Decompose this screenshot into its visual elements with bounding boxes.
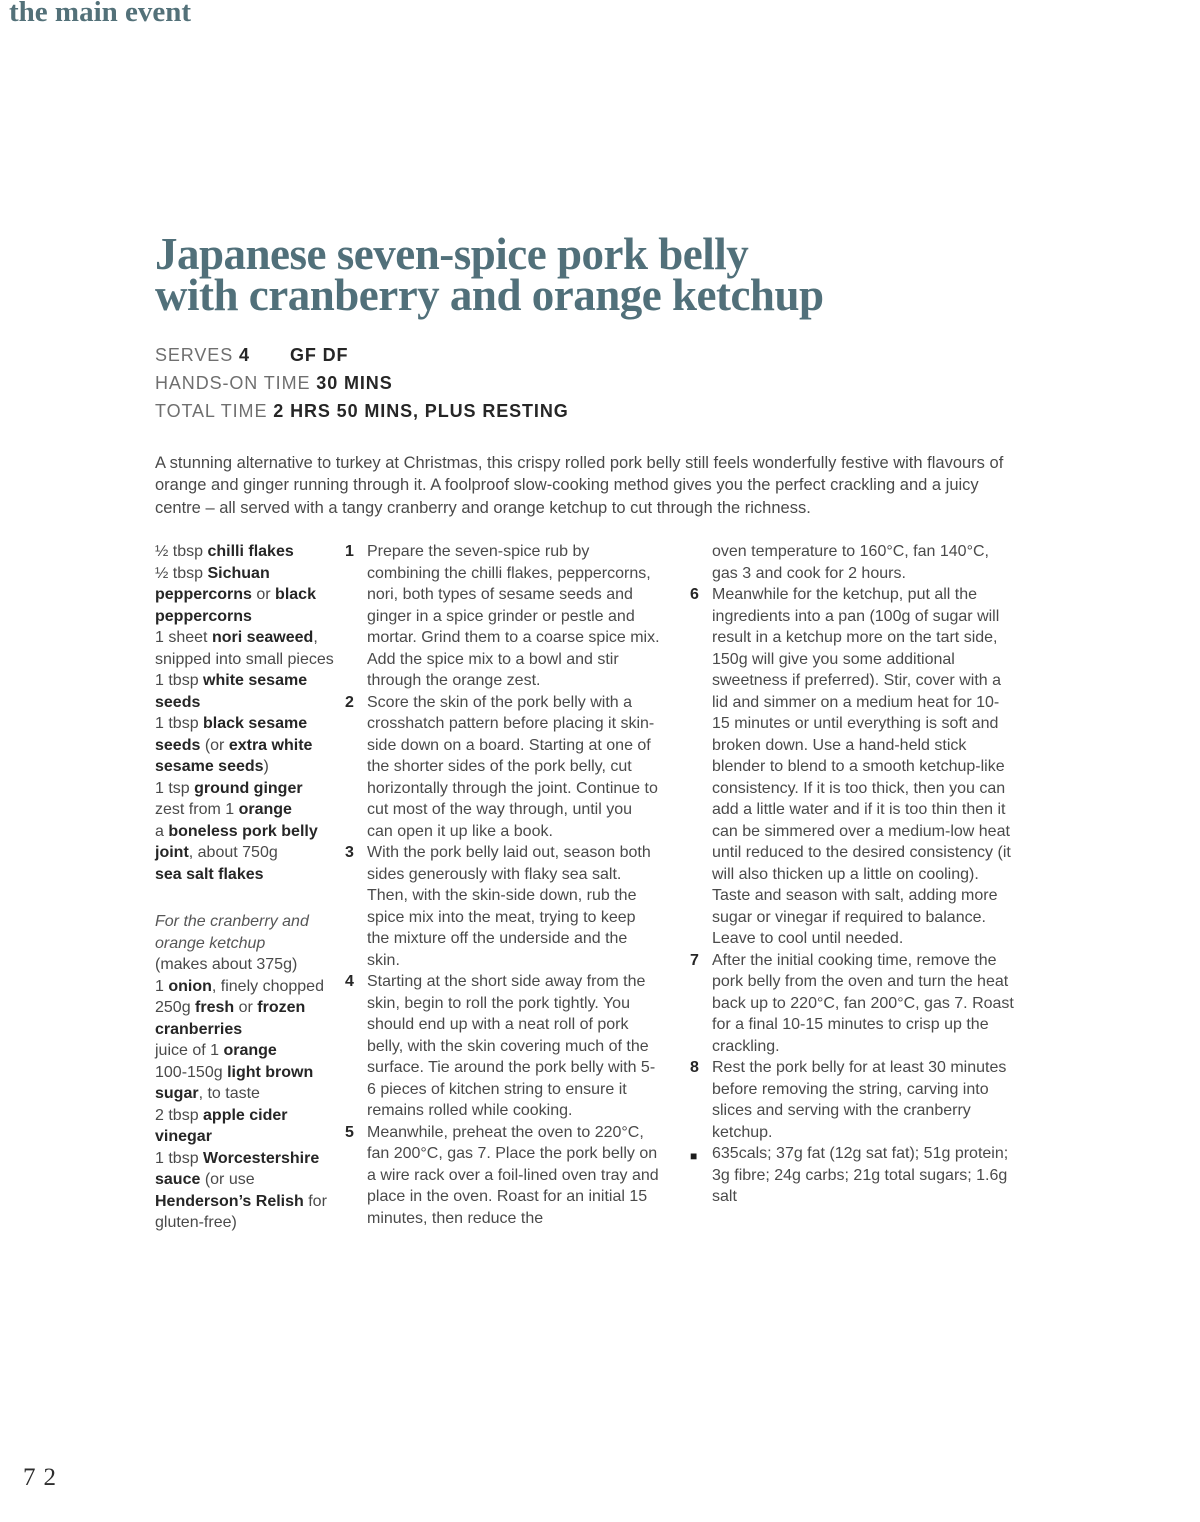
ingredients-subnote: (makes about 375g) bbox=[155, 956, 298, 974]
step-text: Rest the pork belly for at least 30 minutes before removing the string, carving into slices and serving with the cranberry ketchup. bbox=[712, 1059, 1007, 1141]
step-number: 1 bbox=[345, 543, 354, 561]
ingredient-line: a boneless pork belly joint, about 750g bbox=[155, 822, 318, 862]
nutrition-square-icon: ■ bbox=[690, 1149, 698, 1164]
step-text: Prepare the seven-spice rub by combining the chilli flakes, peppercorns, nori, both types of sesame seeds and ginger in a spice grinder or pestle and mortar. Grind them to a coarse spice mix. Add the spice mix to a bowl and stir through the orange zest. bbox=[367, 543, 660, 690]
recipe-page-content bbox=[155, 0, 1025, 1234]
step-text: Meanwhile for the ketchup, put all the ingredients into a pan (100g of sugar will result in a ketchup more on the tart side, 150g will give you some additional sweetness if preferred). Stir, cover with a lid and simmer on a medium heat for 10-15 minutes or until everything is soft and broken down. Use a hand-held stick blender to blend to a smooth ketchup-like consistency. If it is too thick, then you can add a little water and if it is too thin then it can be simmered over a medium-low heat until reduced to the desired consistency (it will also thicken up a little on cooling). Taste and season with salt, adding more sugar or vinegar if required to balance. Leave to cool until needed. bbox=[712, 586, 1011, 948]
method-step bbox=[345, 1122, 660, 1230]
diet-badges: GF DF bbox=[289, 344, 349, 365]
total-time-label: TOTAL TIME bbox=[155, 400, 268, 421]
ingredient-line: ½ tbsp chilli flakes bbox=[155, 543, 294, 561]
method-column-2 bbox=[690, 541, 1025, 1208]
ingredients-list-main bbox=[155, 541, 339, 885]
step-text: After the initial cooking time, remove the pork belly from the oven and turn the heat back up to 220°C, fan 200°C, gas 7. Roast for a final 10-15 minutes to crisp up the crackling. bbox=[712, 951, 1014, 1055]
method-step bbox=[345, 692, 660, 843]
serves-label: SERVES bbox=[155, 344, 234, 365]
meta-hands-on-time bbox=[155, 369, 1025, 397]
meta-total-time bbox=[155, 397, 1025, 425]
step-number: 2 bbox=[345, 693, 354, 711]
hands-on-time-label: HANDS-ON TIME bbox=[155, 372, 311, 393]
recipe-columns bbox=[155, 541, 1025, 1234]
ingredient-line: 1 onion, finely chopped bbox=[155, 977, 324, 995]
serves-value: 4 bbox=[239, 344, 250, 365]
step-number: 7 bbox=[690, 951, 699, 969]
ingredient-line: 100-150g light brown sugar, to taste bbox=[155, 1063, 314, 1103]
recipe-meta bbox=[155, 341, 1025, 425]
section-label: the main event bbox=[9, 0, 192, 28]
hands-on-time-value: 30 MINS bbox=[316, 372, 393, 393]
method-step bbox=[690, 950, 1015, 1058]
ingredient-line: ½ tbsp Sichuan peppercorns or black peppercorns bbox=[155, 564, 316, 625]
step-text: oven temperature to 160°C, fan 140°C, gas 3 and cook for 2 hours. bbox=[712, 543, 989, 582]
ingredient-line: 1 sheet nori seaweed, snipped into small pieces bbox=[155, 629, 334, 668]
ingredient-line: 1 tsp ground ginger bbox=[155, 779, 303, 797]
step-number: 4 bbox=[345, 973, 354, 991]
total-time-value: 2 HRS 50 MINS, PLUS RESTING bbox=[273, 400, 569, 421]
nutrition-line bbox=[690, 1143, 1015, 1208]
method-step-continuation bbox=[690, 541, 1015, 584]
ingredient-line: 1 tbsp Worcestershire sauce (or use Henderson’s Relish for gluten-free) bbox=[155, 1149, 327, 1232]
ingredient-line: 1 tbsp black sesame seeds (or extra white sesame seeds) bbox=[155, 715, 313, 776]
step-text: Meanwhile, preheat the oven to 220°C, fan 200°C, gas 7. Place the pork belly on a wire rack over a foil-lined oven tray and place in the oven. Roast for an initial 15 minutes, then reduce the bbox=[367, 1123, 659, 1227]
ingredients-subheading: For the cranberry and orange ketchup bbox=[155, 913, 309, 952]
step-text: With the pork belly laid out, season both sides generously with flaky sea salt. Then, with the skin-side down, rub the spice mix into the meat, trying to keep the mixture off the underside and the skin. bbox=[367, 844, 651, 969]
recipe-title-line1: Japanese seven-spice pork belly bbox=[155, 229, 749, 279]
step-number: 5 bbox=[345, 1123, 354, 1141]
method-step bbox=[690, 584, 1015, 950]
recipe-title-line2: with cranberry and orange ketchup bbox=[155, 270, 824, 321]
ingredients-list-ketchup bbox=[155, 976, 339, 1234]
step-text: Score the skin of the pork belly with a crosshatch pattern before placing it skin-side down on a board. Starting at one of the shorter sides of the pork belly, cut horizontally through the joint. Continue to cut most of the way through, until you can open it up like a book. bbox=[367, 693, 658, 840]
meta-serves bbox=[155, 341, 1025, 369]
ingredient-line: 250g fresh or frozen cranberries bbox=[155, 999, 306, 1038]
method-step bbox=[345, 541, 660, 692]
ingredient-line: juice of 1 orange bbox=[155, 1042, 277, 1060]
step-number: 8 bbox=[690, 1059, 699, 1077]
method-step bbox=[345, 842, 660, 971]
step-number bbox=[690, 541, 712, 584]
step-text: 635cals; 37g fat (12g sat fat); 51g protein; 3g fibre; 24g carbs; 21g total sugars; 1.6g salt bbox=[712, 1145, 1009, 1206]
method-column-1 bbox=[345, 541, 690, 1229]
step-number: 6 bbox=[690, 586, 699, 604]
ingredient-line: 2 tbsp apple cider vinegar bbox=[155, 1106, 288, 1146]
page-number: 72 bbox=[23, 1464, 64, 1491]
ingredient-line: zest from 1 orange bbox=[155, 801, 292, 819]
step-number: 3 bbox=[345, 844, 354, 862]
ingredient-line: sea salt flakes bbox=[155, 865, 264, 883]
recipe-intro: A stunning alternative to turkey at Christmas, this crispy rolled pork belly still feels wonderfully festive with flavours of orange and ginger running through it. A foolproof slow-cooking method gives you the perfect crackling and a juicy centre – all served with a tangy cranberry and orange ketchup to cut through the richness. bbox=[155, 453, 1004, 517]
recipe-title bbox=[155, 229, 1025, 321]
step-text: Starting at the short side away from the skin, begin to roll the pork tightly. You should end up with a neat roll of pork belly, with the skin covering much of the surface. Tie around the pork belly with 5-6 pieces of kitchen string to ensure it remains rolled while cooking. bbox=[367, 973, 656, 1120]
ketchup-ingredients-block bbox=[155, 911, 339, 1234]
method-step bbox=[345, 971, 660, 1122]
method-step bbox=[690, 1057, 1015, 1143]
ingredients-column bbox=[155, 541, 345, 1234]
ingredient-line: 1 tbsp white sesame seeds bbox=[155, 672, 308, 711]
